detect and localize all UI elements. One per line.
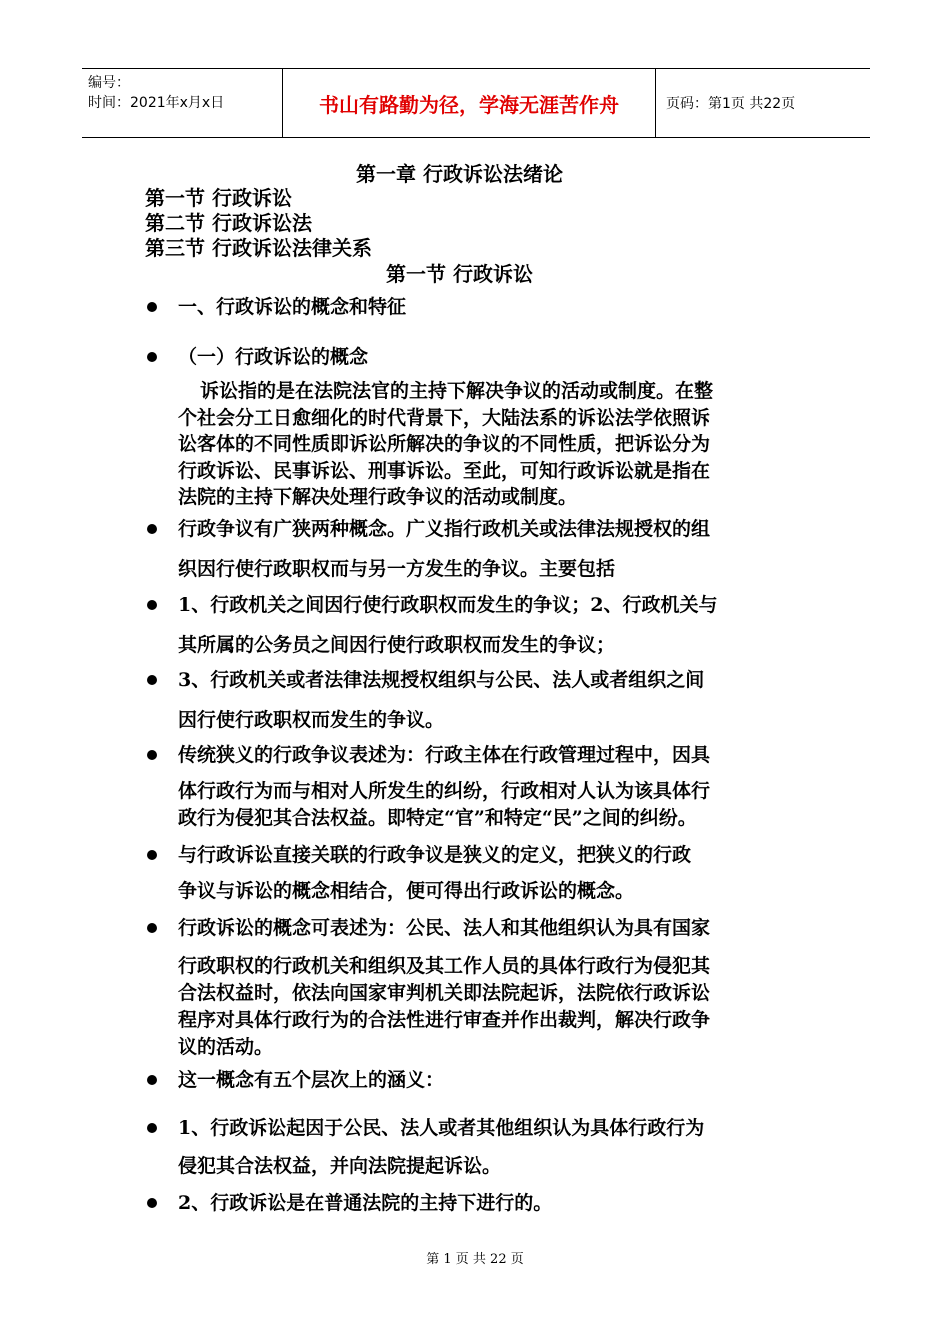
number-label: 编号： [88,75,130,91]
paragraph-line: 行政诉讼、民事诉讼、刑事诉讼。至此，可知行政诉讼就是指在 [178,459,711,482]
header-motto: 书山有路勤为径，学海无涯苦作舟 [282,69,656,137]
bullet-icon [147,600,157,610]
bullet-icon [147,923,157,933]
page-footer: 第 1 页 共 22 页 [426,1252,524,1267]
paragraph-line: 行政诉讼的概念可表述为：公民、法人和其他组织认为具有国家 [178,917,711,939]
paragraph-line: 传统狭义的行政争议表述为：行政主体在行政管理过程中，因具 [178,744,711,766]
paragraph-line: 法院的主持下解决处理行政争议的活动或制度。 [178,486,578,508]
paragraph-line: 个社会分工日愈细化的时代背景下，大陆法系的诉讼法学依照诉 [178,406,711,429]
paragraph-line: 侵犯其合法权益，并向法院提起诉讼。 [178,1155,502,1177]
paragraph-line: 程序对具体行政行为的合法性进行审查并作出裁判，解决行政争 [178,1009,711,1031]
toc-item: 第三节 行政诉讼法律关系 [145,236,372,260]
toc-item: 第一节 行政诉讼 [145,186,292,210]
paragraph-line: 3、行政机关或者法律法规授权组织与公民、法人或者组织之间 [178,669,705,691]
paragraph-line: 这一概念有五个层次上的涵义： [178,1069,445,1091]
paragraph-line: 1、行政机关之间因行使行政职权而发生的争议；2、行政机关与 [178,594,718,616]
bullet-icon [147,750,157,760]
paragraph-line: 行政争议有广狭两种概念。广义指行政机关或法律法规授权的组 [178,518,711,540]
page-header [82,68,870,138]
bullet-icon [147,352,157,362]
bullet-icon [147,675,157,685]
paragraph-line: 因行使行政职权而发生的争议。 [178,709,445,731]
toc-item: 第二节 行政诉讼法 [145,211,312,235]
paragraph-line: 一、行政诉讼的概念和特征 [178,296,407,318]
date-label: 时间：2021年x月x日 [88,95,225,111]
paragraph-line: 讼客体的不同性质即诉讼所解决的争议的不同性质，把诉讼分为 [178,433,711,455]
paragraph-line: （一）行政诉讼的概念 [178,346,369,368]
paragraph-line: 与行政诉讼直接关联的行政争议是狭义的定义，把狭义的行政 [178,844,692,866]
bullet-icon [147,850,157,860]
paragraph-line: 体行政行为而与相对人所发生的纠纷，行政相对人认为该具体行 [178,780,711,802]
section-title: 第一节 行政诉讼 [386,262,533,286]
bullet-icon [147,524,157,534]
header-meta [82,69,282,137]
paragraph-line: 织因行使行政职权而与另一方发生的争议。主要包括 [178,558,616,580]
bullet-icon [147,1075,157,1085]
paragraph-line: 2、行政诉讼是在普通法院的主持下进行的。 [178,1192,553,1214]
bullet-icon [147,302,157,312]
paragraph-line: 政行为侵犯其合法权益。即特定“官”和特定“民”之间的纠纷。 [178,807,697,829]
paragraph-line: 行政职权的行政机关和组织及其工作人员的具体行政行为侵犯其 [178,955,711,977]
paragraph-line: 议的活动。 [178,1036,274,1058]
header-page-info: 页码：第1页 共22页 [666,96,796,112]
paragraph-line: 1、行政诉讼起因于公民、法人或者其他组织认为具体行政行为 [178,1117,705,1139]
bullet-icon [147,1198,157,1208]
paragraph-line: 合法权益时，依法向国家审判机关即法院起诉，法院依行政诉讼 [178,982,711,1004]
paragraph-line: 其所属的公务员之间因行使行政职权而发生的争议； [178,634,616,656]
paragraph-line: 争议与诉讼的概念相结合，便可得出行政诉讼的概念。 [178,880,635,902]
chapter-title: 第一章 行政诉讼法绪论 [356,162,563,186]
paragraph-line: 诉讼指的是在法院法官的主持下解决争议的活动或制度。在整 [200,380,714,402]
bullet-icon [147,1123,157,1133]
